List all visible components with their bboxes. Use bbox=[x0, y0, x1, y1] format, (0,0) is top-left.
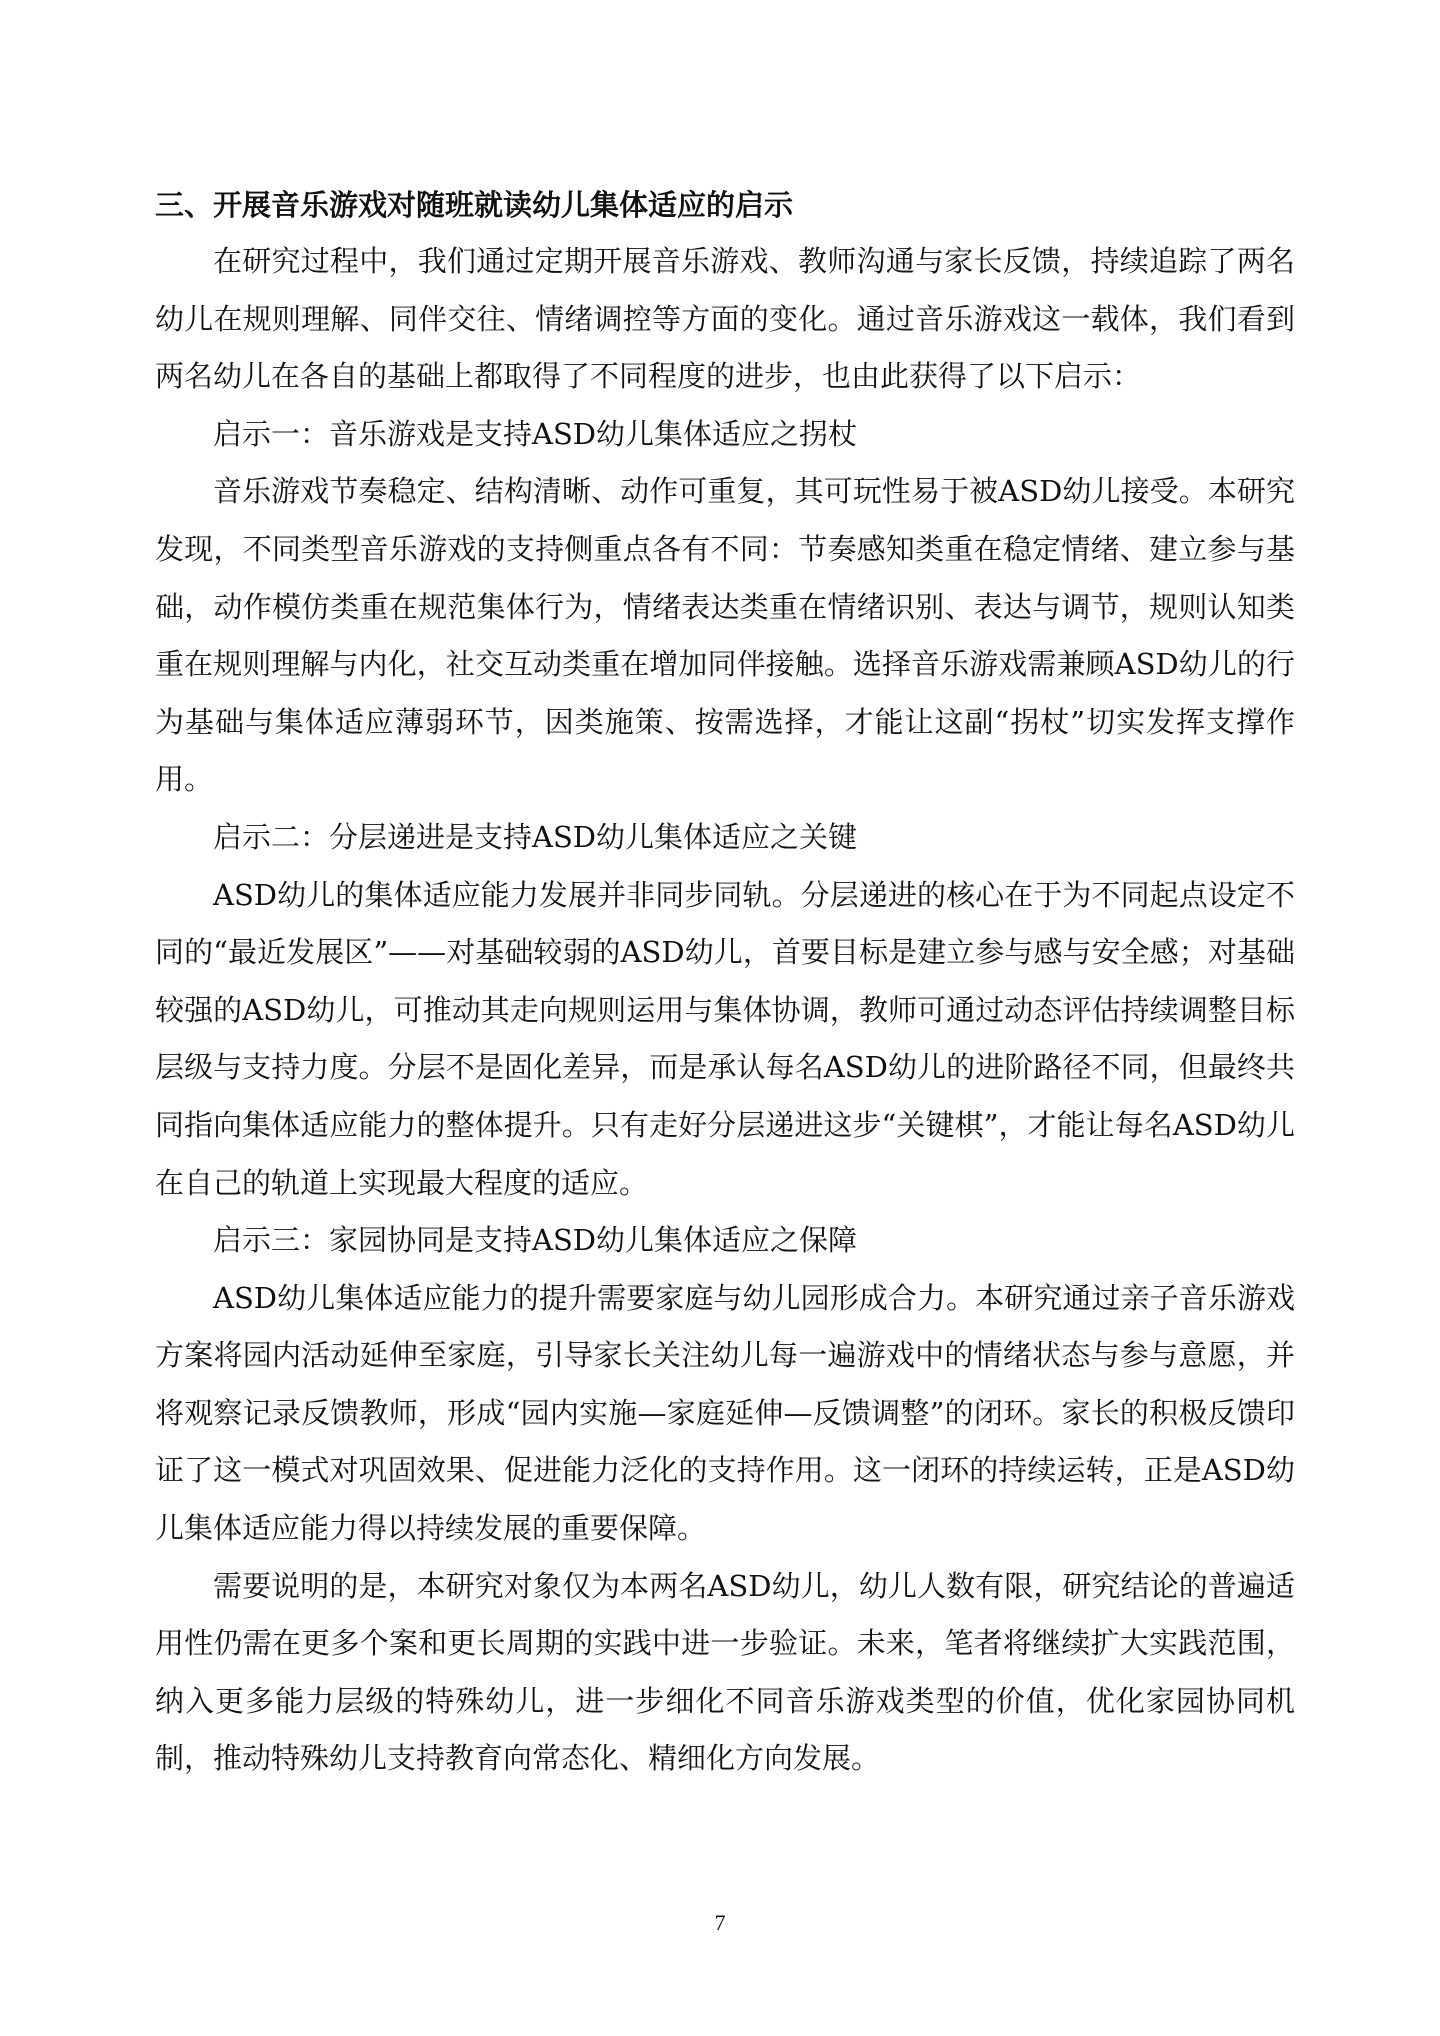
insight-3-title: 启示三：家园协同是支持ASD幼儿集体适应之保障 bbox=[213, 1223, 858, 1258]
insight-1-title: 启示一：音乐游戏是支持ASD幼儿集体适应之拐杖 bbox=[213, 416, 858, 451]
page-number: 7 bbox=[714, 1910, 726, 1935]
insight-2-body: ASD幼儿的集体适应能力发展并非同步同轨。分层递进的核心在于为不同起点设定不同的“最近发展区”——对基础较弱的ASD幼儿，首要目标是建立参与感与安全感；对基础较强的ASD幼儿，可推动其走向规则运用与集体协调，教师可通过动态评估持续调整目标层级与支持力度。分层不是固化差异，而是承认每名ASD幼儿的进阶路径不同，但最终共同指向集体适应能力的整体提升。只有走好分层递进这步“关键棋”，才能让每名ASD幼儿在自己的轨道上实现最大程度的适应。 bbox=[155, 877, 1295, 1200]
intro-paragraph: 在研究过程中，我们通过定期开展音乐游戏、教师沟通与家长反馈，持续追踪了两名幼儿在规则理解、同伴交往、情绪调控等方面的变化。通过音乐游戏这一载体，我们看到两名幼儿在各自的基础上都取得了不同程度的进步，也由此获得了以下启示： bbox=[155, 244, 1295, 394]
document-page bbox=[155, 178, 1295, 1788]
insight-2-title: 启示二：分层递进是支持ASD幼儿集体适应之关键 bbox=[213, 819, 858, 854]
insight-3-body: ASD幼儿集体适应能力的提升需要家庭与幼儿园形成合力。本研究通过亲子音乐游戏方案将园内活动延伸至家庭，引导家长关注幼儿每一遍游戏中的情绪状态与参与意愿，并将观察记录反馈教师，形成“园内实施—家庭延伸—反馈调整”的闭环。家长的积极反馈印证了这一模式对巩固效果、促进能力泛化的支持作用。这一闭环的持续运转，正是ASD幼儿集体适应能力得以持续发展的重要保障。 bbox=[155, 1280, 1295, 1546]
closing-paragraph: 需要说明的是，本研究对象仅为本两名ASD幼儿，幼儿人数有限，研究结论的普遍适用性仍需在更多个案和更长周期的实践中进一步验证。未来，笔者将继续扩大实践范围，纳入更多能力层级的特殊幼儿，进一步细化不同音乐游戏类型的价值，优化家园协同机制，推动特殊幼儿支持教育向常态化、精细化方向发展。 bbox=[155, 1568, 1295, 1776]
insight-1-body: 音乐游戏节奏稳定、结构清晰、动作可重复，其可玩性易于被ASD幼儿接受。本研究发现，不同类型音乐游戏的支持侧重点各有不同：节奏感知类重在稳定情绪、建立参与基础，动作模仿类重在规范集体行为，情绪表达类重在情绪识别、表达与调节，规则认知类重在规则理解与内化，社交互动类重在增加同伴接触。选择音乐游戏需兼顾ASD幼儿的行为基础与集体适应薄弱环节，因类施策、按需选择，才能让这副“拐杖”切实发挥支撑作用。 bbox=[155, 474, 1295, 797]
section-heading: 三、开展音乐游戏对随班就读幼儿集体适应的启示 bbox=[155, 188, 794, 222]
